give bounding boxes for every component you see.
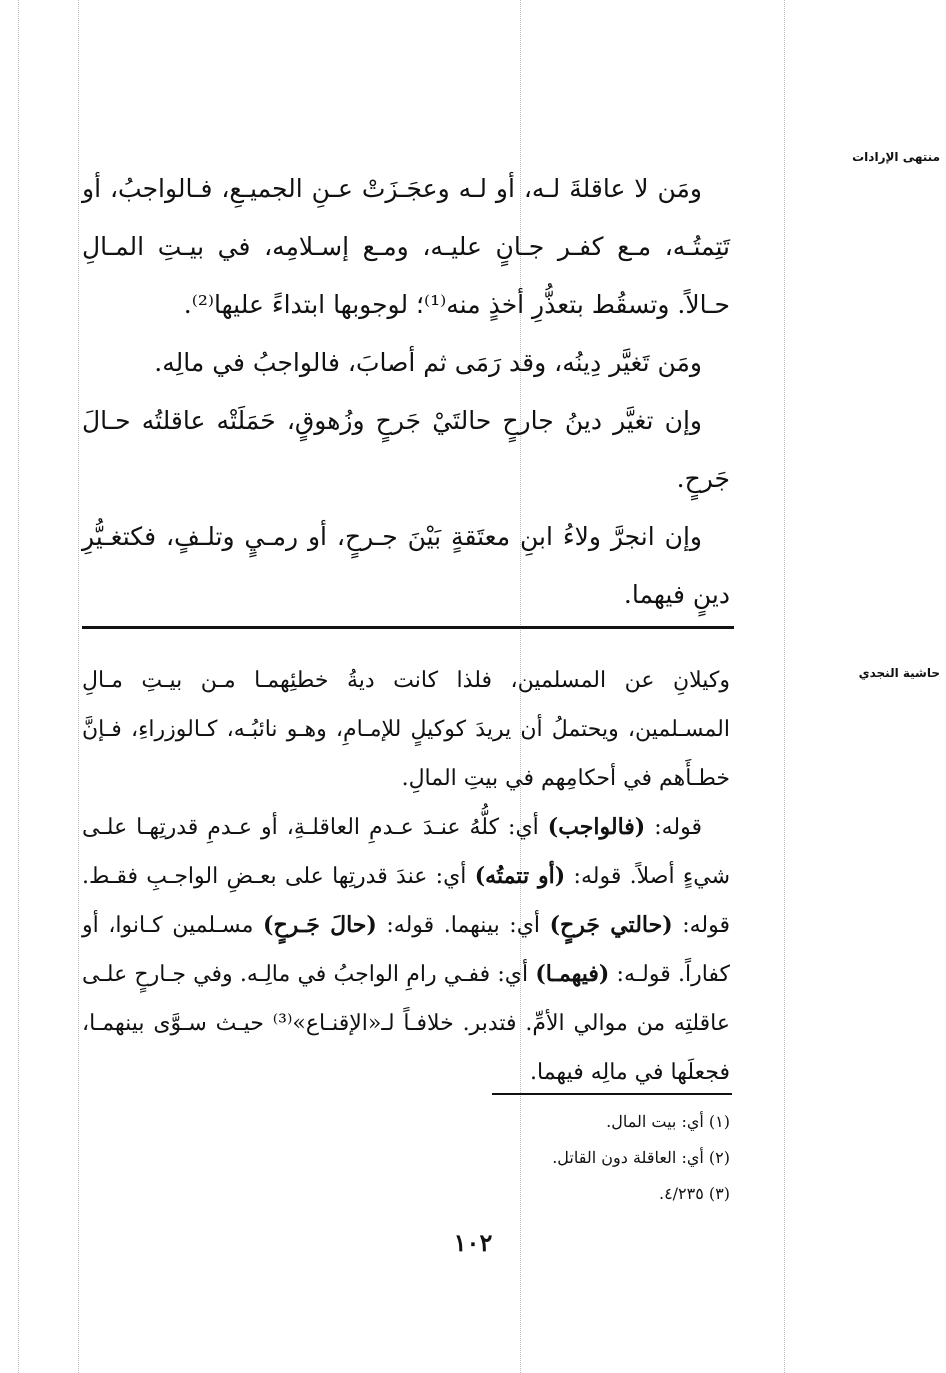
main-paragraph-3: وإن تغيَّر دينُ جارحٍ حالتَيْ جَرحٍ وزُهوقٍ، حَمَلَتْه عاقلتُه حـالَ جَرحٍ. — [82, 406, 730, 493]
page-number: ١٠٢ — [453, 1228, 493, 1257]
footnote-3: (٣) ٤/٢٣٥. — [658, 1184, 730, 1203]
commentary-text: أي: بينهما. قوله: — [376, 913, 550, 938]
commentary-text: مسـلمين كـانوا، أو كفاراً. قولـه: — [82, 913, 730, 987]
footnote-divider — [492, 1093, 732, 1095]
guide-line-left-2 — [78, 0, 79, 1373]
commentary-text: أي: كلُّهُ عنـدَ عـدمِ العاقلـةِ، أو عـدمِ قدرتِهـا علـى شيءٍ أصلاً. قوله: — [82, 815, 730, 889]
footnote-2: (٢) أي: العاقلة دون القاتل. — [552, 1148, 730, 1167]
main-text-block — [82, 160, 730, 624]
quoted-term: (فيهمـا) — [535, 961, 610, 987]
footnote-1: (١) أي: بيت المال. — [606, 1112, 730, 1131]
quoted-term: (حالتي جَرحٍ) — [549, 912, 673, 938]
commentary-paragraph-1: وكيلانِ عن المسلمين، فلذا كانت ديةُ خطئِهمـا مـن بيـتِ مـالِ المسـلمين، ويحتملُ أن يريدَ كوكيلٍ للإمـامِ، وهـو نائبُـه، كـالوزراءِ، فـإنَّ خطـأَهم في أحكامِهم في بيتِ المالِ. — [82, 668, 730, 791]
section-divider — [82, 626, 734, 629]
commentary-text: أي: عندَ قدرتِها على بعـضِ الواجـبِ فقـط. قوله: — [82, 864, 730, 938]
commentary-text: قوله: — [645, 815, 702, 840]
commentary-block — [82, 656, 730, 1097]
margin-label-hashiya: حاشية النجدي — [858, 666, 940, 680]
guide-line-left — [18, 0, 19, 1373]
main-paragraph-2: ومَن تَغيَّر دِينُه، وقد رَمَى ثم أصابَ، فالواجبُ في مالِه. — [154, 348, 702, 377]
main-paragraph-1: ومَن لا عاقلةَ لـه، أو لـه وعجَـزَتْ عـنِ الجميـعِ، فـالواجبُ، أو تَتِمتُـه، مـع كفـر جـانٍ عليـه، ومـع إسـلامِه، في بيـتِ المـالِ حـالاً. وتسقُط بتعذُّرِ أخذٍ منه⁽¹⁾؛ لوجوبها ابتداءً عليها⁽²⁾. — [82, 174, 730, 319]
guide-line-right — [784, 0, 785, 1373]
quoted-term: (فالواجب) — [547, 814, 646, 840]
quoted-term: (أو تتمتُه) — [474, 863, 566, 889]
quoted-term: (حالَ جَـرحٍ) — [263, 912, 377, 938]
margin-label-main: منتهى الإرادات — [852, 150, 940, 164]
commentary-text: أي: ففـي رامِ الواجبُ في مالِـه. وفي جـارحٍ علـى عاقلتِه من موالي الأمِّ. فتدبر. خلافـاً لـ«الإقنـاع»⁽³⁾ حيـث سـوَّى بينهمـا، فجعلَها في مالِه فيهما. — [82, 962, 730, 1085]
main-paragraph-4: وإن انجرَّ ولاءُ ابنِ معتَقةٍ بَيْنَ جـرحٍ، أو رمـيٍ وتلـفٍ، فكتغـيُّرِ دينٍ فيهما. — [82, 522, 730, 609]
commentary-paragraph-2 — [82, 803, 730, 1097]
footnotes-block — [82, 1104, 730, 1212]
